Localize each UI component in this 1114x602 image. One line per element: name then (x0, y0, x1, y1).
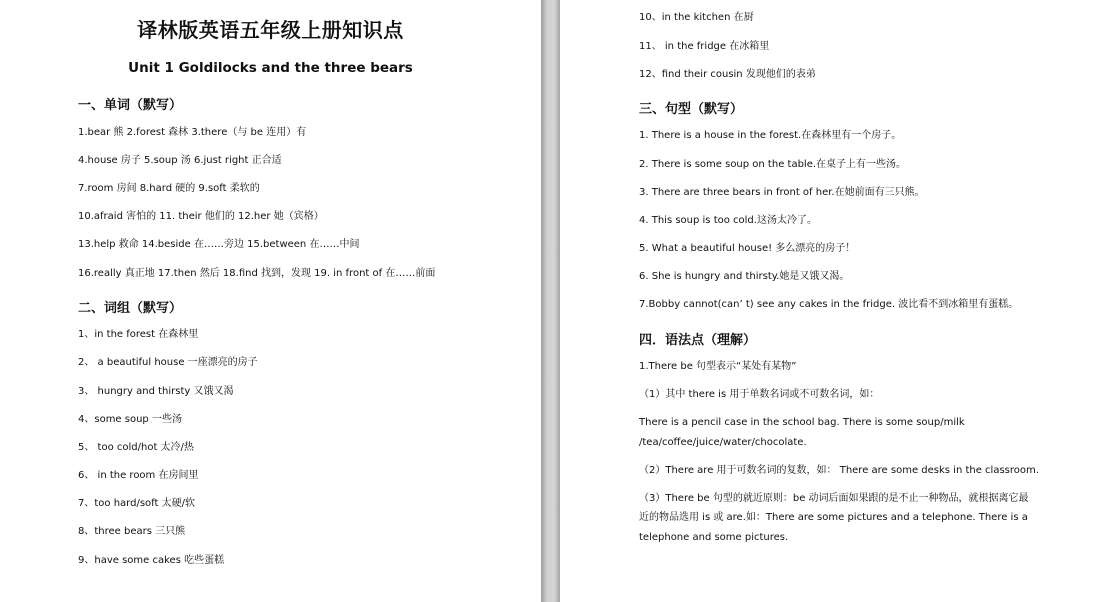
grammar-line: （3）There be 句型的就近原则：be 动词后面如果跟的是不止一种物品，就根据离它最 (639, 493, 1029, 504)
grammar-line: 近的物品选用 is 或 are.如：There are some pictures and a telephone. There is a (639, 512, 1028, 523)
phrase-line: 3、 hungry and thirsty 又饿又渴 (78, 386, 234, 397)
sentence-line: 1. There is a house in the forest.在森林里有一个房子。 (639, 130, 902, 141)
grammar-line: telephone and some pictures. (639, 532, 789, 543)
section-heading-vocabulary: 一、单词（默写） (78, 98, 183, 113)
document-page-left (0, 0, 541, 602)
document-page-right (560, 0, 1114, 602)
sentence-line: 3. There are three bears in front of her.在她前面有三只熊。 (639, 187, 925, 198)
sentence-line: 2. There is some soup on the table.在桌子上有一些汤。 (639, 159, 907, 170)
vocab-line: 16.really 真正地 17.then 然后 18.find 找到，发现 19. in front of 在……前面 (78, 268, 436, 279)
phrase-line: 8、three bears 三只熊 (78, 526, 186, 537)
vocab-line: 1.bear 熊 2.forest 森林 3.there（与 be 连用）有 (78, 127, 307, 138)
grammar-line: （1）其中 there is 用于单数名词或不可数名词，如： (639, 389, 880, 400)
phrase-line: 11、 in the fridge 在冰箱里 (639, 41, 770, 52)
phrase-line: 5、 too cold/hot 太冷/热 (78, 442, 194, 453)
vocab-line: 13.help 救命 14.beside 在……旁边 15.between 在……中间 (78, 239, 360, 250)
sentence-line: 5. What a beautiful house! 多么漂亮的房子！ (639, 243, 856, 254)
phrase-line: 1、in the forest 在森林里 (78, 329, 199, 340)
phrase-line: 4、some soup 一些汤 (78, 414, 182, 425)
section-heading-grammar: 四．语法点（理解） (639, 333, 757, 348)
grammar-line: （2）There are 用于可数名词的复数，如： There are some desks in the classroom. (639, 465, 1039, 476)
phrase-line: 7、too hard/soft 太硬/软 (78, 498, 195, 509)
phrase-line: 2、 a beautiful house 一座漂亮的房子 (78, 357, 258, 368)
section-heading-phrases: 二、词组（默写） (78, 301, 183, 316)
sentence-line: 4. This soup is too cold.这汤太冷了。 (639, 215, 817, 226)
phrase-line: 6、 in the room 在房间里 (78, 470, 199, 481)
phrase-line: 12、find their cousin 发现他们的表弟 (639, 69, 816, 80)
vocab-line: 7.room 房间 8.hard 硬的 9.soft 柔软的 (78, 183, 260, 194)
sentence-line: 6. She is hungry and thirsty.她是又饿又渴。 (639, 271, 850, 282)
phrase-line: 9、have some cakes 吃些蛋糕 (78, 555, 225, 566)
phrase-line: 10、in the kitchen 在厨 (639, 12, 754, 23)
document-title: 译林版英语五年级上册知识点 (137, 18, 404, 42)
grammar-line: 1.There be 句型表示“某处有某物” (639, 361, 797, 372)
section-heading-sentences: 三、句型（默写） (639, 102, 744, 117)
unit-title: Unit 1 Goldilocks and the three bears (128, 60, 413, 76)
vocab-line: 10.afraid 害怕的 11. their 他们的 12.her 她（宾格） (78, 211, 324, 222)
grammar-line: /tea/coffee/juice/water/chocolate. (639, 437, 807, 448)
sentence-line: 7.Bobby cannot(can’ t) see any cakes in the fridge. 波比看不到冰箱里有蛋糕。 (639, 299, 1019, 310)
page-gutter (541, 0, 560, 602)
grammar-line: There is a pencil case in the school bag. There is some soup/milk (639, 417, 965, 428)
vocab-line: 4.house 房子 5.soup 汤 6.just right 正合适 (78, 155, 282, 166)
